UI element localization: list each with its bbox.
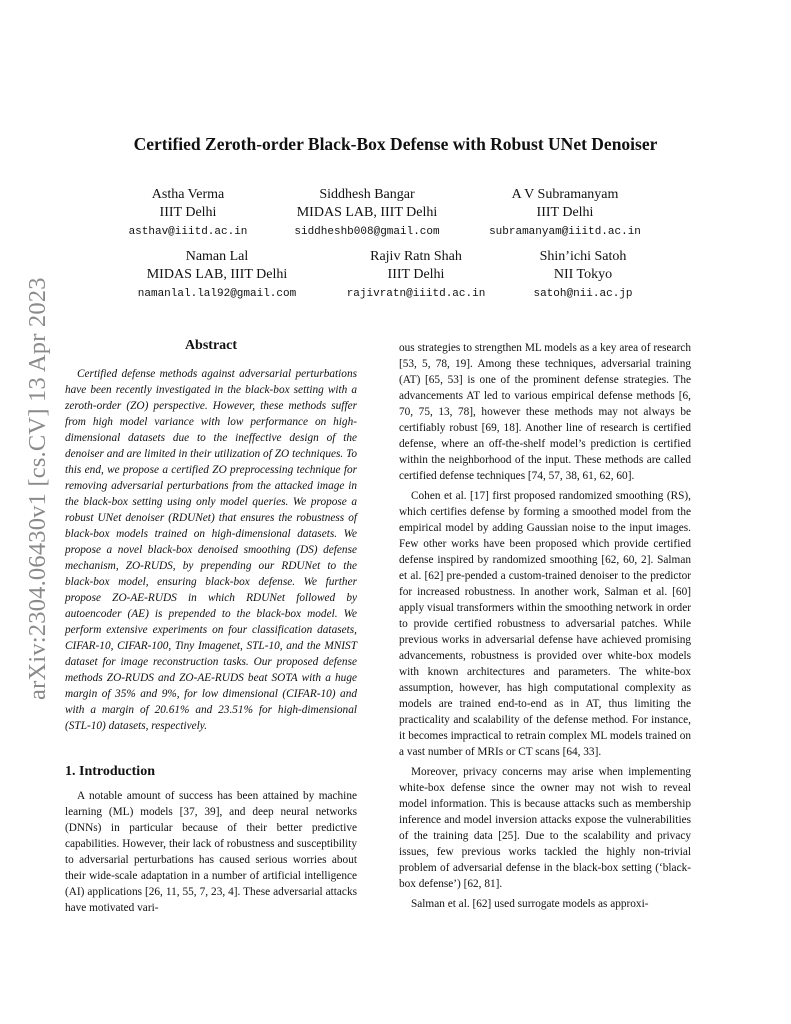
body-paragraph: Moreover, privacy concerns may arise when implementing white-box defense since the owner may not wish to reveal model information. This is because attacks such as membership inference and model inversion attacks expose the vulnerabilities of the training data [25]. Due to the scalability and privacy issues, few previous works tackled the highly non-trivial problem of adversarial defense in the black-box setting (‘black-box defense’) [62, 81].	[399, 766, 691, 890]
author-block	[465, 186, 665, 241]
left-column	[65, 338, 357, 916]
author-name: Siddhesh Bangar	[319, 187, 415, 202]
body-paragraph: Salman et al. [62] used surrogate models as approxi-	[411, 898, 649, 910]
author-block	[88, 186, 288, 241]
abstract-heading: Abstract	[184, 338, 238, 353]
author-name: Shin’ichi Satoh	[539, 249, 627, 264]
body-paragraph: ous strategies to strengthen ML models as a key area of research [53, 5, 78, 19]. Among these techniques, adversarial training (AT) [65, 53] is one of the prominent defense strategies. The advancements AT led to various empirical defense methods [6, 70, 75, 13, 78], however these methods may not always be certifiably robust [69, 18]. Another line of research is certified defense, where an off-the-shelf model’s prediction is certified within the neighborhood of the input. These methods are called certified defense techniques [74, 57, 38, 61, 62, 60].	[399, 342, 691, 482]
body-paragraph: Cohen et al. [17] first proposed randomized smoothing (RS), which certifies defense by forming a smoothed model from the empirical model by adding Gaussian noise to the input images. Few other works have been proposed which provide certified defense inspired by randomized smoothing [62, 60, 2]. Salman et al. [62] pre-pended a custom-trained denoiser to the predictor for increased robustness. In another work, Salman et al. [60] apply visual transformers within the smoothing network in order to provide certified robustness to adversarial patches. While previous works in adversarial defense have achieved promising advancements, robustness is provided over white-box models with known architectures and parameters. The white-box assumption, however, has high computational complexity as models are trained end-to-end as in AT, thus limiting the practicality and scalability of the defense method. For instance, it becomes impractical to retrain complex ML models trained on a vast number of MRIs or CT scans [64, 33].	[399, 490, 691, 758]
section-heading: 1. Introduction	[65, 764, 155, 779]
arxiv-identifier	[24, 270, 52, 700]
author-affiliation: NII Tokyo	[553, 267, 613, 282]
intro-paragraph: A notable amount of success has been attained by machine learning (ML) models [37, 39], and deep neural networks (DNNs) in particular because of their better predictive capabilities. However, their lack of robustness and susceptibility to adversarial perturbations has caused serious worries about their wide-scale adaptation in a number of artificial intelligence (AI) applications [26, 11, 55, 7, 23, 4]. These adversarial attacks have motivated vari-	[65, 790, 357, 914]
author-block	[117, 248, 317, 303]
right-column	[399, 340, 691, 912]
author-email: asthav@iiitd.ac.in	[128, 226, 248, 238]
author-name: Naman Lal	[185, 249, 249, 264]
author-affiliation: MIDAS LAB, IIIT Delhi	[146, 267, 288, 282]
paper-title: Certified Zeroth-order Black-Box Defense with Robust UNet Denoiser	[133, 134, 658, 154]
abstract-text: Certified defense methods against adversarial perturbations have been recently investigated in the black-box setting with a zeroth-order (ZO) perspective. However, these methods suffer from high model variance with low performance on high-dimensional datasets due to the ineffective design of the denoiser and are limited in their utilization of ZO techniques. To this end, we propose a certified ZO preprocessing technique for removing adversarial perturbations from the attacked image in the black-box setting using only model queries. We propose a robust UNet denoiser (RDUNet) that ensures the robustness of black-box models trained on high-dimensional datasets. We propose a novel black-box denoised smoothing (DS) defense mechanism, ZO-RUDS, by prepending our RDUNet to the black-box model, ensuring black-box defense. We further propose ZO-AE-RUDS in which RDUNet followed by autoencoder (AE) is prepended to the black-box model. We perform extensive experiments on four classification datasets, CIFAR-10, CIFAR-100, Tiny Imagenet, STL-10, and the MNIST dataset for image reconstruction tasks. Our proposed defense methods ZO-RUDS and ZO-AE-RUDS beat SOTA with a huge margin of 35% and 9%, for low dimensional (CIFAR-10) and with a margin of 20.61% and 23.51% for high-dimensional (STL-10) datasets, respectively.	[65, 368, 357, 732]
author-affiliation: IIIT Delhi	[536, 205, 594, 220]
arxiv-identifier-text: arXiv:2304.06430v1 [cs.CV] 13 Apr 2023	[24, 277, 51, 700]
author-name: A V Subramanyam	[511, 187, 619, 202]
author-email: namanlal.lal92@gmail.com	[137, 288, 297, 300]
author-name: Rajiv Ratn Shah	[370, 249, 462, 264]
author-block	[483, 248, 683, 303]
author-block	[267, 186, 467, 241]
author-affiliation: MIDAS LAB, IIIT Delhi	[296, 205, 438, 220]
author-email: subramanyam@iiitd.ac.in	[489, 226, 641, 238]
author-name: Astha Verma	[151, 187, 225, 202]
author-affiliation: IIIT Delhi	[387, 267, 445, 282]
author-email: rajivratn@iiitd.ac.in	[346, 288, 486, 300]
author-affiliation: IIIT Delhi	[159, 205, 217, 220]
author-email: siddheshb008@gmail.com	[294, 226, 440, 238]
author-email: satoh@nii.ac.jp	[533, 288, 633, 300]
